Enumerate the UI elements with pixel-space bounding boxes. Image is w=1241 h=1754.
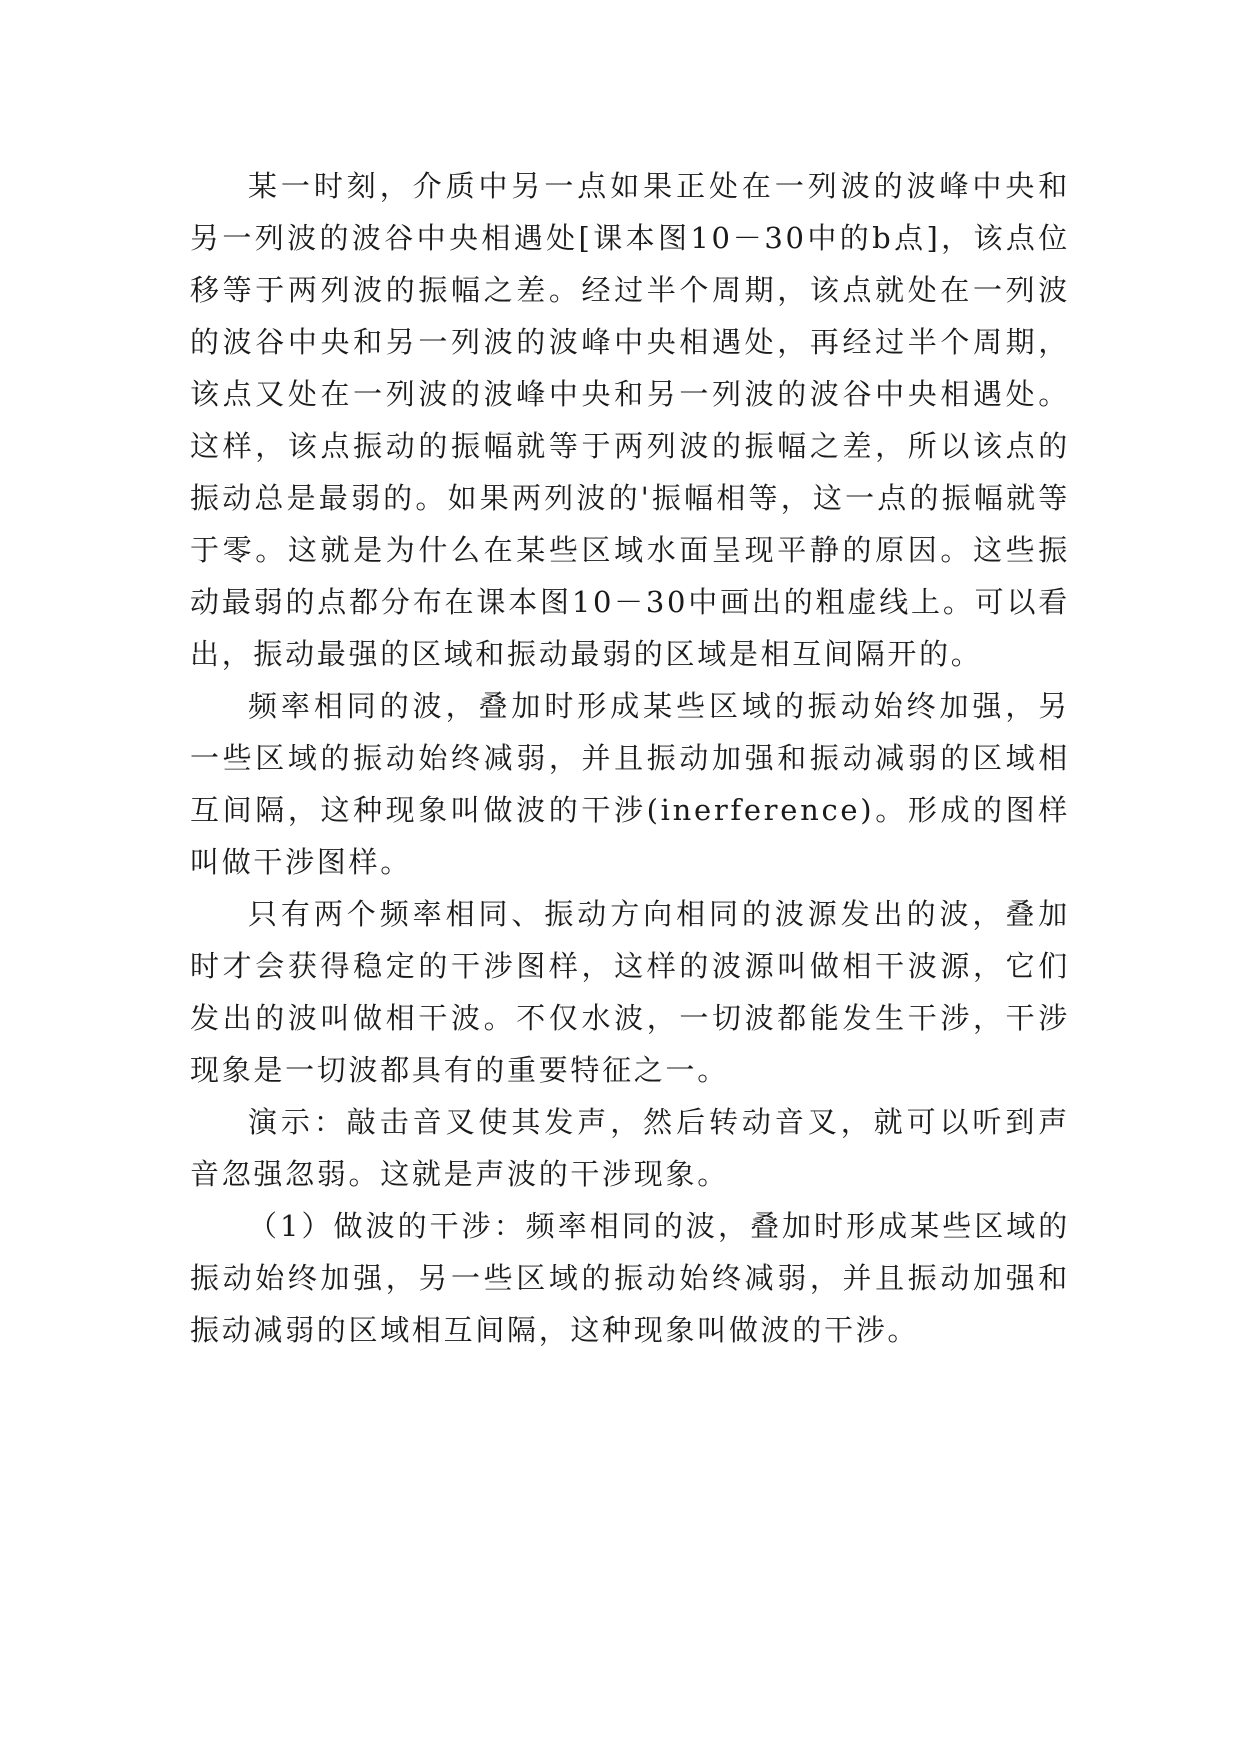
paragraph-interference-definition: 频率相同的波，叠加时形成某些区域的振动始终加强，另一些区域的振动始终减弱，并且振动加强和振动减弱的区域相互间隔，这种现象叫做波的干涉(inerference)。形成的图样叫做干涉图样。	[190, 689, 1070, 879]
document-page	[190, 160, 1070, 1356]
paragraph-destructive-interference: 某一时刻，介质中另一点如果正处在一列波的波峰中央和另一列波的波谷中央相遇处[课本图10－30中的b点]，该点位移等于两列波的振幅之差。经过半个周期，该点就处在一列波的波谷中央和另一列波的波峰中央相遇处，再经过半个周期，该点又处在一列波的波峰中央和另一列波的波谷中央相遇处。这样，该点振动的振幅就等于两列波的振幅之差，所以该点的振动总是最弱的。如果两列波的'振幅相等，这一点的振幅就等于零。这就是为什么在某些区域水面呈现平静的原因。这些振动最弱的点都分布在课本图10－30中画出的粗虚线上。可以看出，振动最强的区域和振动最弱的区域是相互间隔开的。	[190, 169, 1070, 671]
paragraph-coherent-sources: 只有两个频率相同、振动方向相同的波源发出的波，叠加时才会获得稳定的干涉图样，这样的波源叫做相干波源，它们发出的波叫做相干波。不仅水波，一切波都能发生干涉，干涉现象是一切波都具有的重要特征之一。	[190, 897, 1070, 1087]
paragraph-summary-point-1: （1）做波的干涉：频率相同的波，叠加时形成某些区域的振动始终加强，另一些区域的振动始终减弱，并且振动加强和振动减弱的区域相互间隔，这种现象叫做波的干涉。	[190, 1209, 1070, 1347]
paragraph-tuning-fork-demo: 演示：敲击音叉使其发声，然后转动音叉，就可以听到声音忽强忽弱。这就是声波的干涉现象。	[190, 1105, 1070, 1191]
